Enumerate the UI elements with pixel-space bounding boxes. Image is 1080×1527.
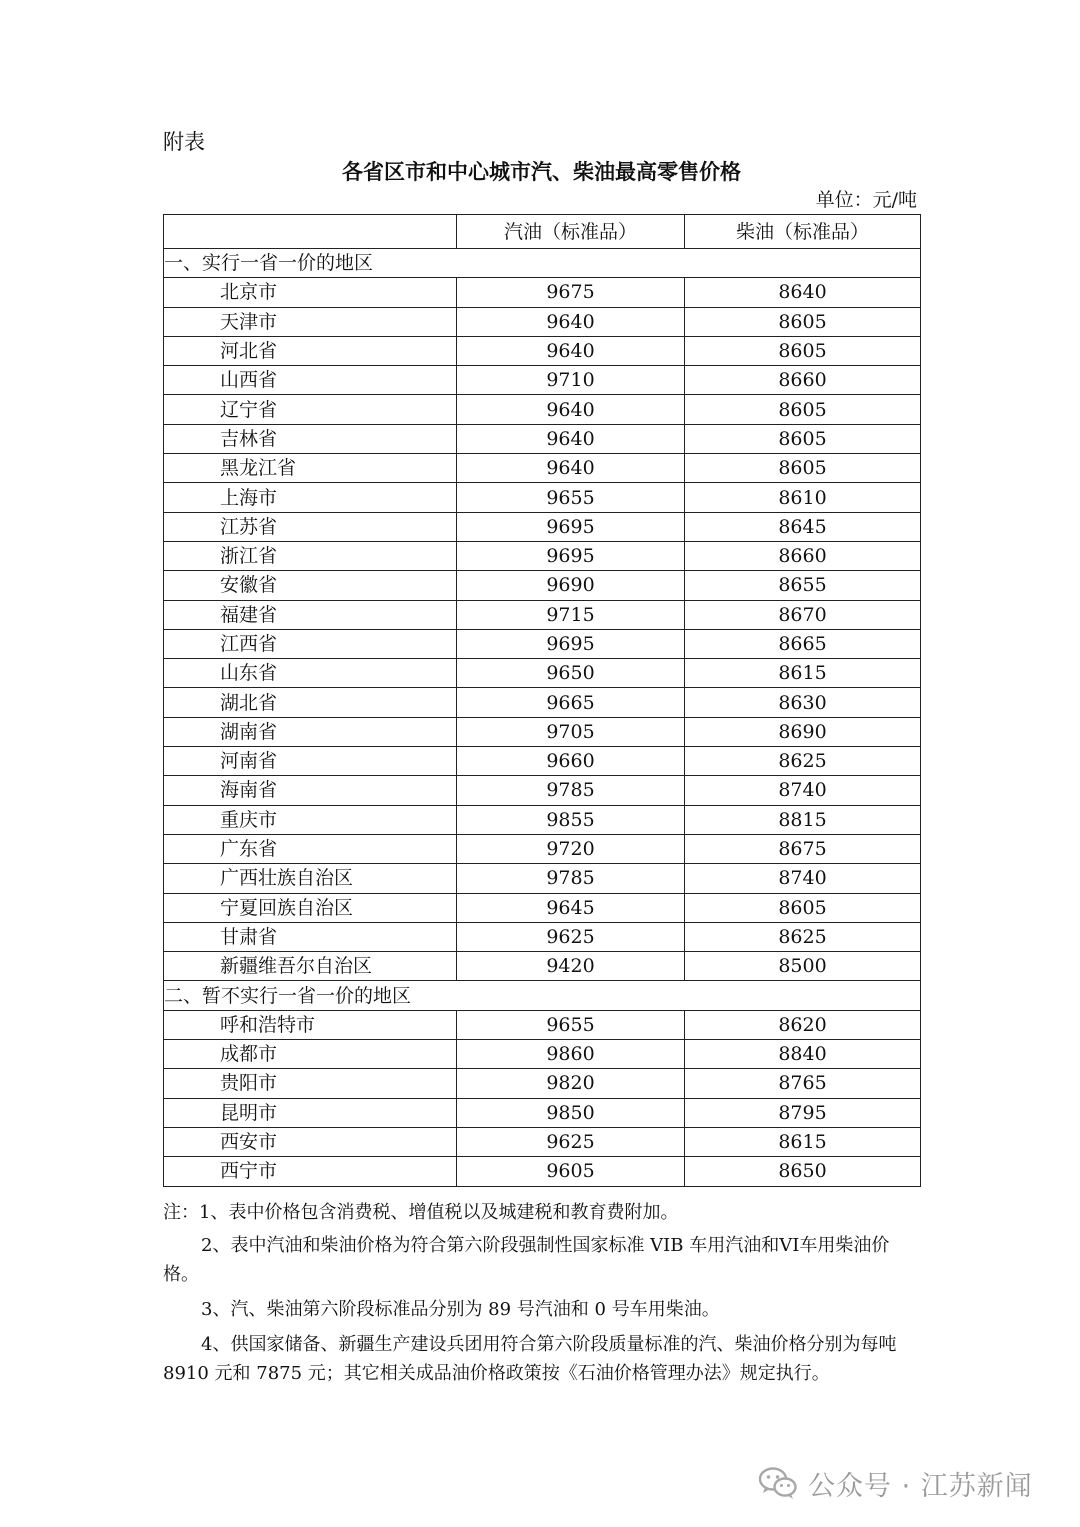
region-name-cell: 新疆维吾尔自治区 <box>164 952 457 981</box>
region-name-cell: 福建省 <box>164 600 457 629</box>
region-name-cell: 西安市 <box>164 1127 457 1156</box>
table-row <box>164 1010 921 1039</box>
note-4: 4、供国家储备、新疆生产建设兵团用符合第六阶段质量标准的汽、柴油价格分别为每吨 8910 元和 7875 元；其它相关成品油价格政策按《石油价格管理办法》规定执行。 <box>163 1334 897 1384</box>
region-name-cell: 湖北省 <box>164 688 457 717</box>
region-name-cell: 山西省 <box>164 366 457 395</box>
table-row <box>164 395 921 424</box>
region-name-cell: 江苏省 <box>164 512 457 541</box>
gasoline-price-cell: 9625 <box>457 922 685 951</box>
gasoline-price-cell: 9640 <box>457 336 685 365</box>
table-row <box>164 1127 921 1156</box>
gasoline-price-cell: 9420 <box>457 952 685 981</box>
gasoline-price-cell: 9695 <box>457 512 685 541</box>
note-1: 注：1、表中价格包含消费税、增值税以及城建税和教育费附加。 <box>163 1202 679 1223</box>
region-name-cell: 天津市 <box>164 307 457 336</box>
diesel-price-cell: 8605 <box>685 454 921 483</box>
header-row <box>164 215 921 249</box>
gasoline-price-cell: 9720 <box>457 834 685 863</box>
diesel-price-cell: 8605 <box>685 336 921 365</box>
region-name-cell: 成都市 <box>164 1040 457 1069</box>
section-label: 二、暂不实行一省一价的地区 <box>164 981 921 1010</box>
diesel-price-cell: 8625 <box>685 747 921 776</box>
table-row <box>164 922 921 951</box>
gasoline-price-cell: 9640 <box>457 454 685 483</box>
diesel-price-cell: 8615 <box>685 659 921 688</box>
region-name-cell: 西宁市 <box>164 1157 457 1186</box>
table-row <box>164 424 921 453</box>
diesel-price-cell: 8630 <box>685 688 921 717</box>
table-row <box>164 893 921 922</box>
gasoline-price-cell: 9640 <box>457 395 685 424</box>
table-title: 各省区市和中心城市汽、柴油最高零售价格 <box>342 159 741 184</box>
note-3: 3、汽、柴油第六阶段标准品分别为 89 号汽油和 0 号车用柴油。 <box>201 1299 720 1320</box>
section-row <box>164 249 921 278</box>
gasoline-price-cell: 9640 <box>457 307 685 336</box>
table-row <box>164 512 921 541</box>
region-name-cell: 河北省 <box>164 336 457 365</box>
diesel-price-cell: 8605 <box>685 307 921 336</box>
gasoline-price-cell: 9625 <box>457 1127 685 1156</box>
diesel-price-cell: 8795 <box>685 1098 921 1127</box>
header-diesel: 柴油（标准品） <box>685 215 921 249</box>
table-row <box>164 366 921 395</box>
gasoline-price-cell: 9690 <box>457 571 685 600</box>
table-row <box>164 717 921 746</box>
gasoline-price-cell: 9605 <box>457 1157 685 1186</box>
table-row <box>164 629 921 658</box>
diesel-price-cell: 8690 <box>685 717 921 746</box>
watermark-text: 公众号 · 江苏新闻 <box>808 1470 1033 1502</box>
region-name-cell: 海南省 <box>164 776 457 805</box>
table-row <box>164 864 921 893</box>
gasoline-price-cell: 9655 <box>457 1010 685 1039</box>
gasoline-price-cell: 9785 <box>457 776 685 805</box>
region-name-cell: 呼和浩特市 <box>164 1010 457 1039</box>
gasoline-price-cell: 9715 <box>457 600 685 629</box>
section-label: 一、实行一省一价的地区 <box>164 249 921 278</box>
region-name-cell: 广西壮族自治区 <box>164 864 457 893</box>
gasoline-price-cell: 9710 <box>457 366 685 395</box>
region-name-cell: 山东省 <box>164 659 457 688</box>
diesel-price-cell: 8605 <box>685 395 921 424</box>
table-row <box>164 541 921 570</box>
gasoline-price-cell: 9860 <box>457 1040 685 1069</box>
region-name-cell: 浙江省 <box>164 541 457 570</box>
price-table <box>163 214 921 1187</box>
table-row <box>164 1157 921 1186</box>
appendix-label: 附表 <box>163 130 205 154</box>
gasoline-price-cell: 9645 <box>457 893 685 922</box>
diesel-price-cell: 8765 <box>685 1069 921 1098</box>
table-row <box>164 336 921 365</box>
region-name-cell: 河南省 <box>164 747 457 776</box>
region-name-cell: 湖南省 <box>164 717 457 746</box>
table-row <box>164 454 921 483</box>
gasoline-price-cell: 9820 <box>457 1069 685 1098</box>
gasoline-price-cell: 9650 <box>457 659 685 688</box>
table-row <box>164 307 921 336</box>
region-name-cell: 广东省 <box>164 834 457 863</box>
gasoline-price-cell: 9660 <box>457 747 685 776</box>
region-name-cell: 昆明市 <box>164 1098 457 1127</box>
wechat-icon <box>758 1466 798 1500</box>
table-row <box>164 834 921 863</box>
diesel-price-cell: 8660 <box>685 366 921 395</box>
diesel-price-cell: 8645 <box>685 512 921 541</box>
region-name-cell: 贵阳市 <box>164 1069 457 1098</box>
gasoline-price-cell: 9785 <box>457 864 685 893</box>
diesel-price-cell: 8610 <box>685 483 921 512</box>
diesel-price-cell: 8605 <box>685 893 921 922</box>
gasoline-price-cell: 9850 <box>457 1098 685 1127</box>
region-name-cell: 北京市 <box>164 278 457 307</box>
table-row <box>164 805 921 834</box>
header-region <box>164 215 457 249</box>
diesel-price-cell: 8675 <box>685 834 921 863</box>
table-row <box>164 1098 921 1127</box>
gasoline-price-cell: 9695 <box>457 629 685 658</box>
region-name-cell: 重庆市 <box>164 805 457 834</box>
unit-label: 单位：元/吨 <box>815 189 917 211</box>
table-row <box>164 776 921 805</box>
diesel-price-cell: 8625 <box>685 922 921 951</box>
diesel-price-cell: 8660 <box>685 541 921 570</box>
diesel-price-cell: 8740 <box>685 776 921 805</box>
gasoline-price-cell: 9665 <box>457 688 685 717</box>
region-name-cell: 安徽省 <box>164 571 457 600</box>
header-gasoline: 汽油（标准品） <box>457 215 685 249</box>
diesel-price-cell: 8815 <box>685 805 921 834</box>
region-name-cell: 宁夏回族自治区 <box>164 893 457 922</box>
region-name-cell: 上海市 <box>164 483 457 512</box>
region-name-cell: 江西省 <box>164 629 457 658</box>
region-name-cell: 甘肃省 <box>164 922 457 951</box>
gasoline-price-cell: 9655 <box>457 483 685 512</box>
diesel-price-cell: 8615 <box>685 1127 921 1156</box>
watermark <box>758 1458 1033 1508</box>
diesel-price-cell: 8620 <box>685 1010 921 1039</box>
table-row <box>164 747 921 776</box>
diesel-price-cell: 8670 <box>685 600 921 629</box>
diesel-price-cell: 8840 <box>685 1040 921 1069</box>
gasoline-price-cell: 9640 <box>457 424 685 453</box>
gasoline-price-cell: 9705 <box>457 717 685 746</box>
diesel-price-cell: 8665 <box>685 629 921 658</box>
diesel-price-cell: 8650 <box>685 1157 921 1186</box>
region-name-cell: 吉林省 <box>164 424 457 453</box>
table-row <box>164 571 921 600</box>
table-row <box>164 1040 921 1069</box>
section-row <box>164 981 921 1010</box>
notes <box>163 1198 920 1388</box>
gasoline-price-cell: 9855 <box>457 805 685 834</box>
gasoline-price-cell: 9695 <box>457 541 685 570</box>
diesel-price-cell: 8500 <box>685 952 921 981</box>
table-row <box>164 600 921 629</box>
table-row <box>164 278 921 307</box>
diesel-price-cell: 8605 <box>685 424 921 453</box>
table-row <box>164 952 921 981</box>
table-row <box>164 1069 921 1098</box>
table-row <box>164 659 921 688</box>
diesel-price-cell: 8655 <box>685 571 921 600</box>
region-name-cell: 辽宁省 <box>164 395 457 424</box>
diesel-price-cell: 8640 <box>685 278 921 307</box>
table-row <box>164 483 921 512</box>
region-name-cell: 黑龙江省 <box>164 454 457 483</box>
note-2: 2、表中汽油和柴油价格为符合第六阶段强制性国家标准 VIB 车用汽油和VI车用柴油价格。 <box>163 1235 890 1285</box>
table-row <box>164 688 921 717</box>
gasoline-price-cell: 9675 <box>457 278 685 307</box>
diesel-price-cell: 8740 <box>685 864 921 893</box>
